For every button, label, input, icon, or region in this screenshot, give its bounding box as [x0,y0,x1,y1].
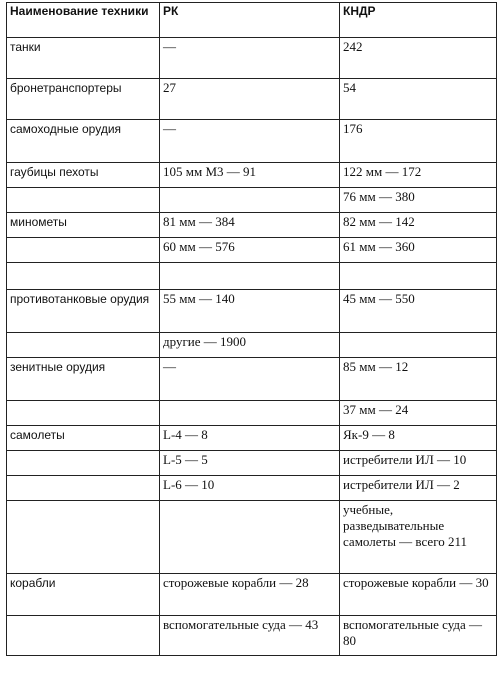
cell-kndr: вспомогательные суда — 80 [340,616,497,656]
cell-rk: 27 [160,79,340,120]
cell-kndr [340,263,497,290]
cell-rk: L-5 — 5 [160,451,340,476]
cell-kndr: истребители ИЛ — 2 [340,476,497,501]
cell-rk: L-4 — 8 [160,426,340,451]
cell-rk: 55 мм — 140 [160,290,340,333]
header-rk: РК [160,3,340,38]
cell-rk: 81 мм — 384 [160,213,340,238]
table-row [7,451,497,476]
cell-kndr: сторожевые корабли — 30 [340,574,497,616]
cell-rk [160,263,340,290]
header-kndr: КНДР [340,3,497,38]
cell-equipment: самолеты [7,426,160,451]
table-row [7,79,497,120]
table-row [7,574,497,616]
cell-equipment: корабли [7,574,160,616]
cell-rk: 60 мм — 576 [160,238,340,263]
cell-kndr: 176 [340,120,497,163]
cell-equipment [7,451,160,476]
cell-equipment [7,188,160,213]
cell-equipment [7,263,160,290]
table-row [7,238,497,263]
cell-rk: L-6 — 10 [160,476,340,501]
cell-equipment [7,238,160,263]
cell-rk: — [160,38,340,79]
cell-equipment [7,501,160,574]
cell-equipment [7,401,160,426]
table-row [7,401,497,426]
cell-equipment: минометы [7,213,160,238]
cell-kndr: 54 [340,79,497,120]
cell-kndr: учебные, разведывательные самолеты — всего 211 [340,501,497,574]
table-row [7,333,497,358]
cell-rk [160,501,340,574]
table-row [7,213,497,238]
cell-rk: сторожевые корабли — 28 [160,574,340,616]
table-row [7,38,497,79]
cell-kndr [340,333,497,358]
equipment-table [6,2,497,656]
header-equipment-name: Наименование техники [7,3,160,38]
cell-equipment [7,476,160,501]
cell-rk [160,188,340,213]
table-row [7,263,497,290]
cell-kndr: 242 [340,38,497,79]
cell-equipment: зенитные орудия [7,358,160,401]
cell-kndr: 61 мм — 360 [340,238,497,263]
cell-kndr: 37 мм — 24 [340,401,497,426]
cell-rk: вспомогательные суда — 43 [160,616,340,656]
table-row [7,188,497,213]
table-row [7,426,497,451]
cell-kndr: 76 мм — 380 [340,188,497,213]
table-row [7,616,497,656]
header-row [7,3,497,38]
cell-equipment: противотанковые орудия [7,290,160,333]
table-row [7,120,497,163]
cell-equipment: бронетранспортеры [7,79,160,120]
table-row [7,358,497,401]
cell-rk: — [160,358,340,401]
cell-kndr: истребители ИЛ — 10 [340,451,497,476]
cell-equipment [7,333,160,358]
cell-rk [160,401,340,426]
cell-kndr: 85 мм — 12 [340,358,497,401]
cell-equipment: самоходные орудия [7,120,160,163]
cell-rk: — [160,120,340,163]
table-row [7,476,497,501]
cell-kndr: 45 мм — 550 [340,290,497,333]
cell-equipment [7,616,160,656]
cell-kndr: 122 мм — 172 [340,163,497,188]
cell-rk: 105 мм М3 — 91 [160,163,340,188]
cell-equipment: гаубицы пехоты [7,163,160,188]
table-row [7,290,497,333]
table-row [7,501,497,574]
cell-kndr: Як-9 — 8 [340,426,497,451]
table-row [7,163,497,188]
cell-equipment: танки [7,38,160,79]
cell-rk: другие — 1900 [160,333,340,358]
cell-kndr: 82 мм — 142 [340,213,497,238]
